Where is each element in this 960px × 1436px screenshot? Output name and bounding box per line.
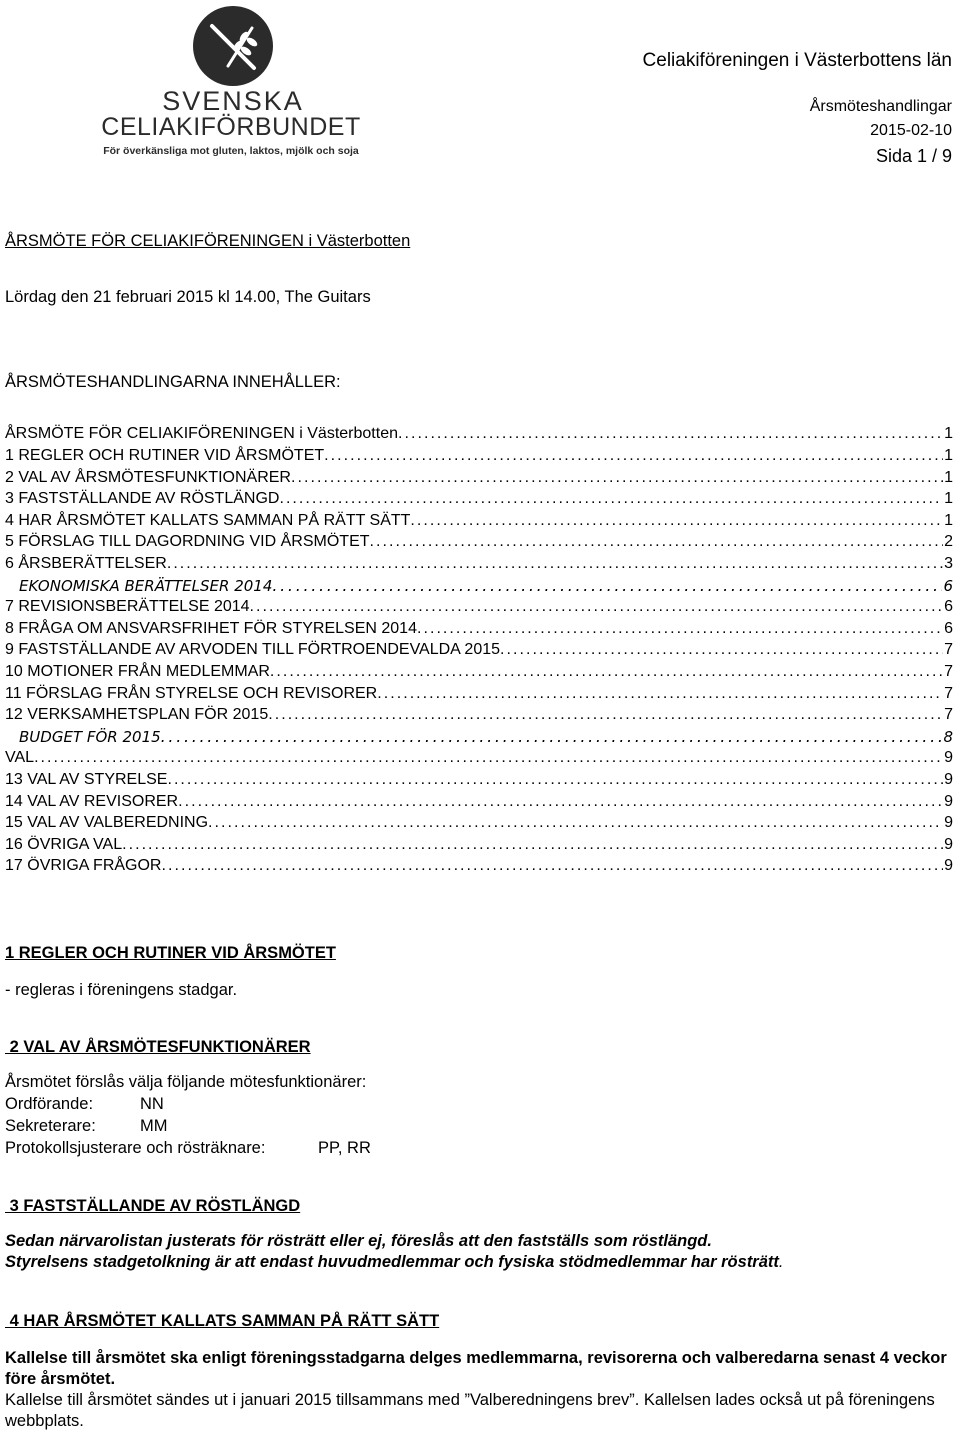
header-page-number: Sida 1 / 9 xyxy=(875,146,952,166)
logo-graphic xyxy=(78,4,388,162)
toc-entry-title: 12 VERKSAMHETSPLAN FÖR 2015 xyxy=(5,706,269,724)
logo-tagline: För överkänsliga mot gluten, laktos, mjölk och soja xyxy=(103,145,359,157)
toc-entry[interactable] xyxy=(5,832,953,854)
section-3-line-1: Sedan närvarolistan justerats för rösträtt eller ej, föreslås att den fastställs som röstlängd. xyxy=(5,1232,712,1250)
toc-entry-title: EKONOMISKA BERÄTTELSER 2014 xyxy=(19,576,273,595)
toc-entry[interactable] xyxy=(5,789,953,811)
toc-entry-title: 9 FASTSTÄLLANDE AV ARVODEN TILL FÖRTROENDEVALDA 2015 xyxy=(5,641,501,659)
toc-entry-page: 8 xyxy=(943,727,953,746)
toc-entry-title: ÅRSMÖTE FÖR CELIAKIFÖRENINGEN i Västerbotten xyxy=(5,425,398,443)
toc-entry-page: 9 xyxy=(944,857,953,875)
chair-value: NN xyxy=(140,1095,164,1113)
toc-dot-leader xyxy=(398,424,943,443)
toc-dot-leader xyxy=(250,597,944,616)
toc-entry[interactable] xyxy=(5,768,953,790)
toc-dot-leader xyxy=(268,705,943,724)
toc-dot-leader xyxy=(417,619,943,638)
secretary-value: MM xyxy=(140,1117,168,1135)
toc-entry-page: 9 xyxy=(944,770,953,788)
svenska-celiakiforbundet-logo xyxy=(78,4,388,162)
toc-dot-leader xyxy=(324,446,943,465)
toc-entry[interactable] xyxy=(5,573,953,595)
toc-entry[interactable] xyxy=(5,465,953,487)
chair-label: Ordförande: xyxy=(5,1095,94,1113)
section-3-line-2-text: Styrelsens stadgetolkning är att endast huvudmedlemmar och fysiska stödmedlemmar har rösträtt xyxy=(5,1253,779,1271)
toc-entry-title: VAL xyxy=(5,749,35,767)
logo-line2: CELIAKIFÖRBUNDET xyxy=(101,113,361,141)
toc-entry-title: 16 ÖVRIGA VAL xyxy=(5,835,123,853)
toc-entry-title: 3 FASTSTÄLLANDE AV RÖSTLÄNGD xyxy=(5,490,280,508)
toc-entry-title: 10 MOTIONER FRÅN MEDLEMMAR xyxy=(5,662,270,680)
toc-entry-title: 15 VAL AV VALBEREDNING xyxy=(5,814,209,832)
section-2-intro: Årsmötet förslås välja följande mötesfunktionärer: xyxy=(5,1073,367,1091)
toc-entry-title: 5 FÖRSLAG TILL DAGORDNING VID ÅRSMÖTET xyxy=(5,533,370,551)
section-2-heading: 2 VAL AV ÅRSMÖTESFUNKTIONÄRER xyxy=(5,1038,311,1056)
toc-entry-page: 6 xyxy=(944,619,953,637)
toc-entry[interactable] xyxy=(5,703,953,725)
page-title: ÅRSMÖTE FÖR CELIAKIFÖRENINGEN i Västerbotten xyxy=(5,232,411,250)
section-3-heading: 3 FASTSTÄLLANDE AV RÖSTLÄNGD xyxy=(5,1197,301,1215)
toc-entry-title: 17 ÖVRIGA FRÅGOR xyxy=(5,857,162,875)
adjusters-label: Protokollsjusterare och rösträknare: xyxy=(5,1139,266,1157)
section-4-heading: 4 HAR ÅRSMÖTET KALLATS SAMMAN PÅ RÄTT SÄTT xyxy=(5,1312,440,1330)
toc-dot-leader xyxy=(500,640,943,659)
secretary-row xyxy=(5,1117,168,1137)
toc-entry-title: 8 FRÅGA OM ANSVARSFRIHET FÖR STYRELSEN 2014 xyxy=(5,619,417,637)
toc-entry-page: 1 xyxy=(944,490,953,508)
table-of-contents xyxy=(5,422,953,875)
toc-entry[interactable] xyxy=(5,552,953,574)
toc-entry-page: 1 xyxy=(944,447,953,464)
toc-entry-title: 14 VAL AV REVISORER xyxy=(5,792,179,810)
toc-dot-leader xyxy=(370,532,944,551)
toc-dot-leader xyxy=(34,748,943,767)
toc-dot-leader xyxy=(270,662,943,681)
toc-entry[interactable] xyxy=(5,811,953,833)
toc-entry-title: BUDGET FÖR 2015 xyxy=(19,727,161,746)
section-4-paragraph-2: Kallelse till årsmötet sändes ut i januari 2015 tillsammans med ”Valberedningens brev”. Kallelsen lades också ut på föreningens webbplats. xyxy=(5,1391,935,1431)
section-3-line-2-end: . xyxy=(778,1253,784,1271)
toc-dot-leader xyxy=(178,792,943,811)
toc-entry[interactable] xyxy=(5,444,953,466)
toc-entry[interactable] xyxy=(5,595,953,617)
section-4-paragraph-1: Kallelse till årsmötet ska enligt föreningsstadgarna delges medlemmarna, revisorerna och valberedarna senast 4 veckor före årsmötet. xyxy=(5,1349,947,1389)
toc-entry-title: 4 HAR ÅRSMÖTET KALLATS SAMMAN PÅ RÄTT SÄTT xyxy=(5,511,411,529)
toc-dot-leader xyxy=(208,813,943,832)
toc-dot-leader xyxy=(161,856,943,875)
toc-heading: ÅRSMÖTESHANDLINGARNA INNEHÅLLER: xyxy=(5,373,341,391)
toc-entry[interactable] xyxy=(5,724,953,746)
toc-entry[interactable] xyxy=(5,746,953,768)
toc-entry[interactable] xyxy=(5,616,953,638)
toc-dot-leader xyxy=(279,489,943,508)
toc-entry-page: 9 xyxy=(944,814,953,832)
toc-entry-page: 7 xyxy=(944,662,953,680)
toc-entry-page: 2 xyxy=(944,533,953,551)
toc-entry-page: 7 xyxy=(944,641,953,659)
toc-entry-page: 9 xyxy=(944,749,953,767)
toc-dot-leader xyxy=(291,468,943,487)
toc-entry-page: 7 xyxy=(944,706,953,724)
toc-dot-leader xyxy=(377,684,943,703)
section-1-heading: 1 REGLER OCH RUTINER VID ÅRSMÖTET xyxy=(5,944,336,962)
toc-entry-title: 7 REVISIONSBERÄTTELSE 2014 xyxy=(5,598,250,616)
toc-entry-page: 7 xyxy=(944,684,953,702)
section-1-text: - regleras i föreningens stadgar. xyxy=(5,981,238,999)
toc-entry-page: 9 xyxy=(944,792,953,810)
toc-entry-page: 3 xyxy=(944,554,953,572)
toc-dot-leader xyxy=(410,511,943,530)
toc-entry-title: 11 FÖRSLAG FRÅN STYRELSE OCH REVISORER xyxy=(5,684,378,702)
toc-entry[interactable] xyxy=(5,422,953,444)
toc-dot-leader xyxy=(161,727,943,746)
toc-entry[interactable] xyxy=(5,487,953,509)
toc-dot-leader xyxy=(272,576,942,595)
section-3-line-2 xyxy=(5,1253,784,1273)
logo-line1: SVENSKA xyxy=(162,86,304,116)
toc-entry[interactable] xyxy=(5,681,953,703)
meeting-date-line: Lördag den 21 februari 2015 kl 14.00, The Guitars xyxy=(5,288,371,306)
header-date: 2015-02-10 xyxy=(870,122,952,139)
chair-row xyxy=(5,1095,164,1115)
toc-entry-title: 13 VAL AV STYRELSE xyxy=(5,770,168,788)
toc-entry[interactable] xyxy=(5,508,953,530)
toc-entry-page: 9 xyxy=(944,835,953,853)
secretary-label: Sekreterare: xyxy=(5,1117,96,1135)
toc-entry[interactable] xyxy=(5,854,953,876)
toc-entry-title: 1 REGLER OCH RUTINER VID ÅRSMÖTET xyxy=(5,447,325,464)
toc-entry[interactable] xyxy=(5,660,953,682)
toc-entry-title: 6 ÅRSBERÄTTELSER xyxy=(5,554,167,572)
header-organization: Celiakiföreningen i Västerbottens län xyxy=(642,50,952,71)
header-document-type: Årsmöteshandlingar xyxy=(809,98,952,115)
toc-dot-leader xyxy=(167,770,943,789)
toc-entry-page: 6 xyxy=(943,576,953,595)
toc-entry-page: 1 xyxy=(944,511,953,529)
toc-entry[interactable] xyxy=(5,638,953,660)
toc-entry-page: 6 xyxy=(944,598,953,616)
toc-entry-title: 2 VAL AV ÅRSMÖTESFUNKTIONÄRER xyxy=(5,468,291,486)
toc-entry-page: 1 xyxy=(944,425,953,443)
toc-dot-leader xyxy=(122,835,943,854)
adjusters-value: PP, RR xyxy=(318,1139,371,1157)
adjusters-row xyxy=(5,1139,371,1159)
toc-entry[interactable] xyxy=(5,530,953,552)
toc-dot-leader xyxy=(167,554,943,573)
toc-entry-page: 1 xyxy=(944,468,953,486)
